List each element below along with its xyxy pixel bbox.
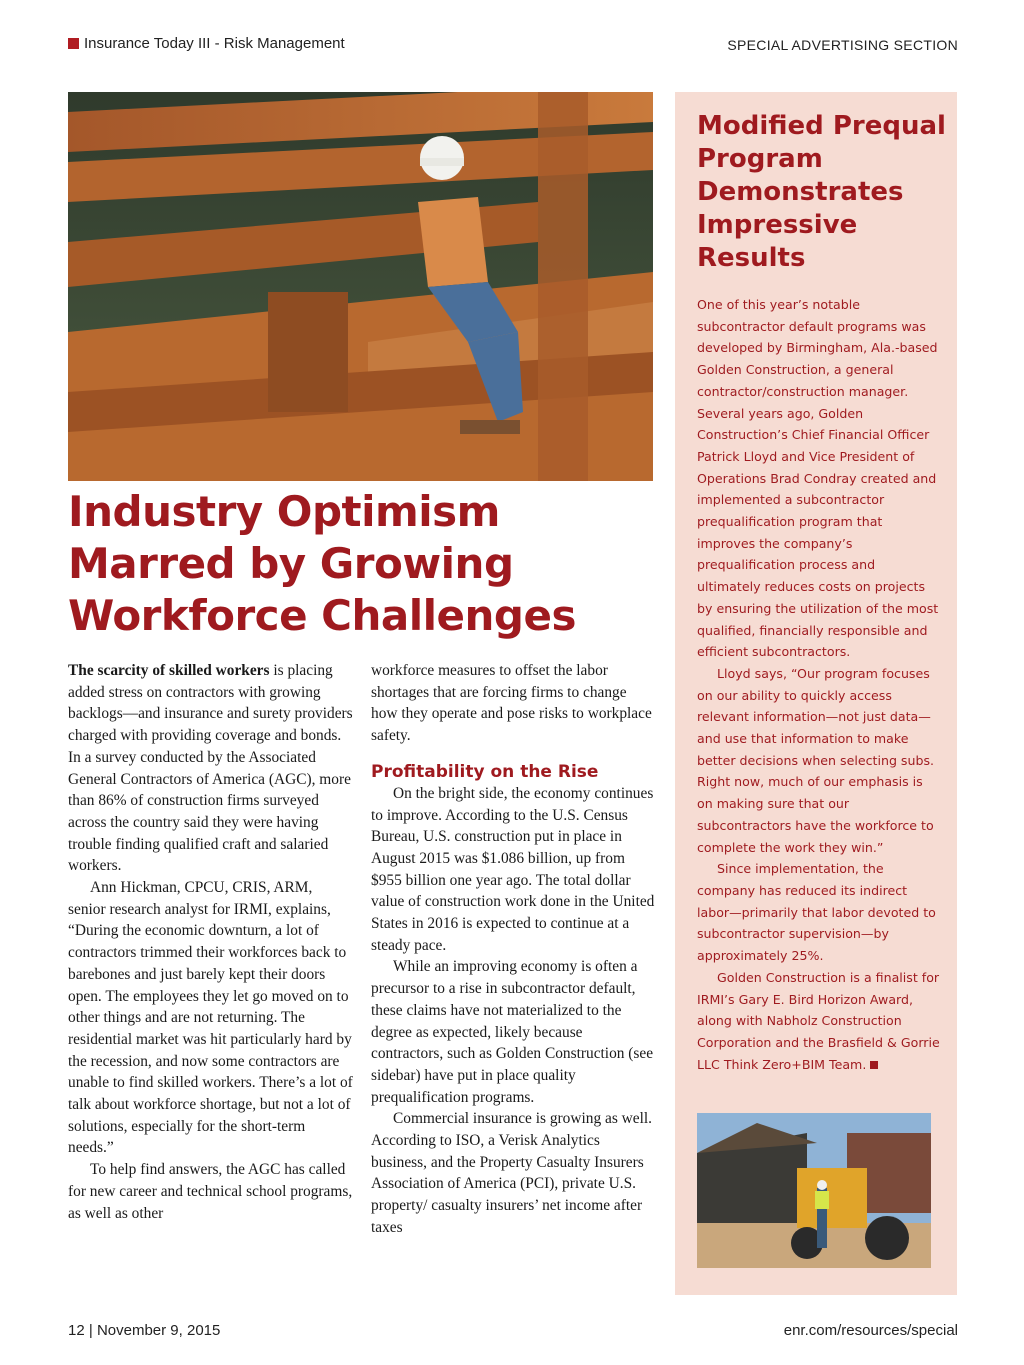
section-header bbox=[68, 35, 345, 52]
article-column-1 bbox=[68, 660, 353, 1224]
sidebar-paragraph bbox=[697, 967, 942, 1076]
article-paragraph: Commercial insurance is growing as well. According to ISO, a Verisk Analytics business, and the Property Casualty Insurers Association of America (PCI), private U.S. property/ casualty insurers’ net income after taxes bbox=[371, 1110, 653, 1236]
sidebar-body bbox=[697, 294, 942, 1075]
article-lead: The scarcity of skilled workers bbox=[68, 662, 270, 679]
article-paragraph: workforce measures to offset the labor shortages that are forcing firms to change how they operate and pose risks to workplace safety. bbox=[371, 662, 652, 745]
article-paragraph: Ann Hickman, CPCU, CRIS, ARM, senior research analyst for IRMI, explains, “During the economic downturn, a lot of contractors trimmed their workforces back to barebones and just barely kept their doors open. The employees they let go moved on to other things and are not returning. The residential market was hit particularly hard by the recession, and now some contractors are unable to find skilled workers. There’s a lot of talk about workforce shortage, but not a lot of solutions, especially for the short-term needs.” bbox=[68, 879, 353, 1157]
article-column-2 bbox=[371, 660, 656, 1239]
sidebar-paragraph: Since implementation, the company has reduced its indirect labor—primarily that labor devoted to subcontractor supervision—by approximately 25%. bbox=[697, 861, 936, 964]
construction-site-photo bbox=[697, 1113, 931, 1268]
article-paragraph: While an improving economy is often a precursor to a rise in subcontractor default, these claims have not materialized to the degree as expected, likely because contractors, such as Golden Construction (see sidebar) have put in place quality prequalification programs. bbox=[371, 958, 654, 1106]
article-paragraph: To help find answers, the AGC has called for new career and technical school programs, as well as other bbox=[68, 1161, 353, 1222]
article-subhead: Profitability on the Rise bbox=[371, 761, 599, 782]
issue-date: November 9, 2015 bbox=[96, 1322, 221, 1339]
section-title: Insurance Today III - Risk Management bbox=[84, 35, 345, 52]
steelworker-photo bbox=[68, 92, 653, 481]
end-mark-icon bbox=[870, 1061, 878, 1069]
sidebar-paragraph: One of this year’s notable subcontractor default programs was developed by Birmingham, Ala.-based Golden Construction, a general contractor/construction manager. Several years ago, Golden Construction’s Chief Financial Officer Patrick Lloyd and Vice President of Operations Brad Condray created and implemented a subcontractor prequalification program that improves the company’s prequalification process and ultimately reduces costs on projects by ensuring the utilization of the most qualified, financially responsible and efficient subcontractors. bbox=[697, 297, 939, 660]
sidebar-title: Modified Prequal Program Demonstrates Impressive Results bbox=[697, 111, 946, 273]
article-text: is placing added stress on contractors with growing backlogs—and insurance and surety providers charged with providing coverage and bonds. In a survey conducted by the Associated General Contractors of America (AGC), more than 86% of construction firms surveyed across the country said they were having trouble finding qualified craft and salaried workers. bbox=[68, 662, 353, 875]
footer-url: enr.com/resources/special bbox=[783, 1322, 958, 1339]
article-headline: Industry Optimism Marred by Growing Workforce Challenges bbox=[68, 487, 576, 640]
advertising-label: SPECIAL ADVERTISING SECTION bbox=[727, 37, 958, 53]
page-footer-info bbox=[68, 1322, 220, 1339]
red-square-icon bbox=[68, 38, 79, 49]
article-paragraph: On the bright side, the economy continues to improve. According to the U.S. Census Bureau, U.S. construction put in place in August 2015 was $1.086 billion, up from $955 billion one year ago. The total dollar value of construction work done in the United States in 2016 is expected to continue at a steady pace. bbox=[371, 784, 655, 954]
footer-separator: | bbox=[88, 1322, 93, 1339]
page-number: 12 bbox=[68, 1322, 85, 1339]
sidebar-paragraph: Lloyd says, “Our program focuses on our ability to quickly access relevant information—not just data—and use that information to make better decisions when selecting subs. Right now, much of our emphasis is on making sure that our subcontractors have the workforce to complete the work they win.” bbox=[697, 665, 935, 855]
article-paragraph bbox=[68, 660, 353, 877]
sidebar-text: Golden Construction is a finalist for IRMI’s Gary E. Bird Horizon Award, along with Nabholz Construction Corporation and the Brasfield & Gorrie LLC Think Zero+BIM Team. bbox=[697, 969, 940, 1072]
